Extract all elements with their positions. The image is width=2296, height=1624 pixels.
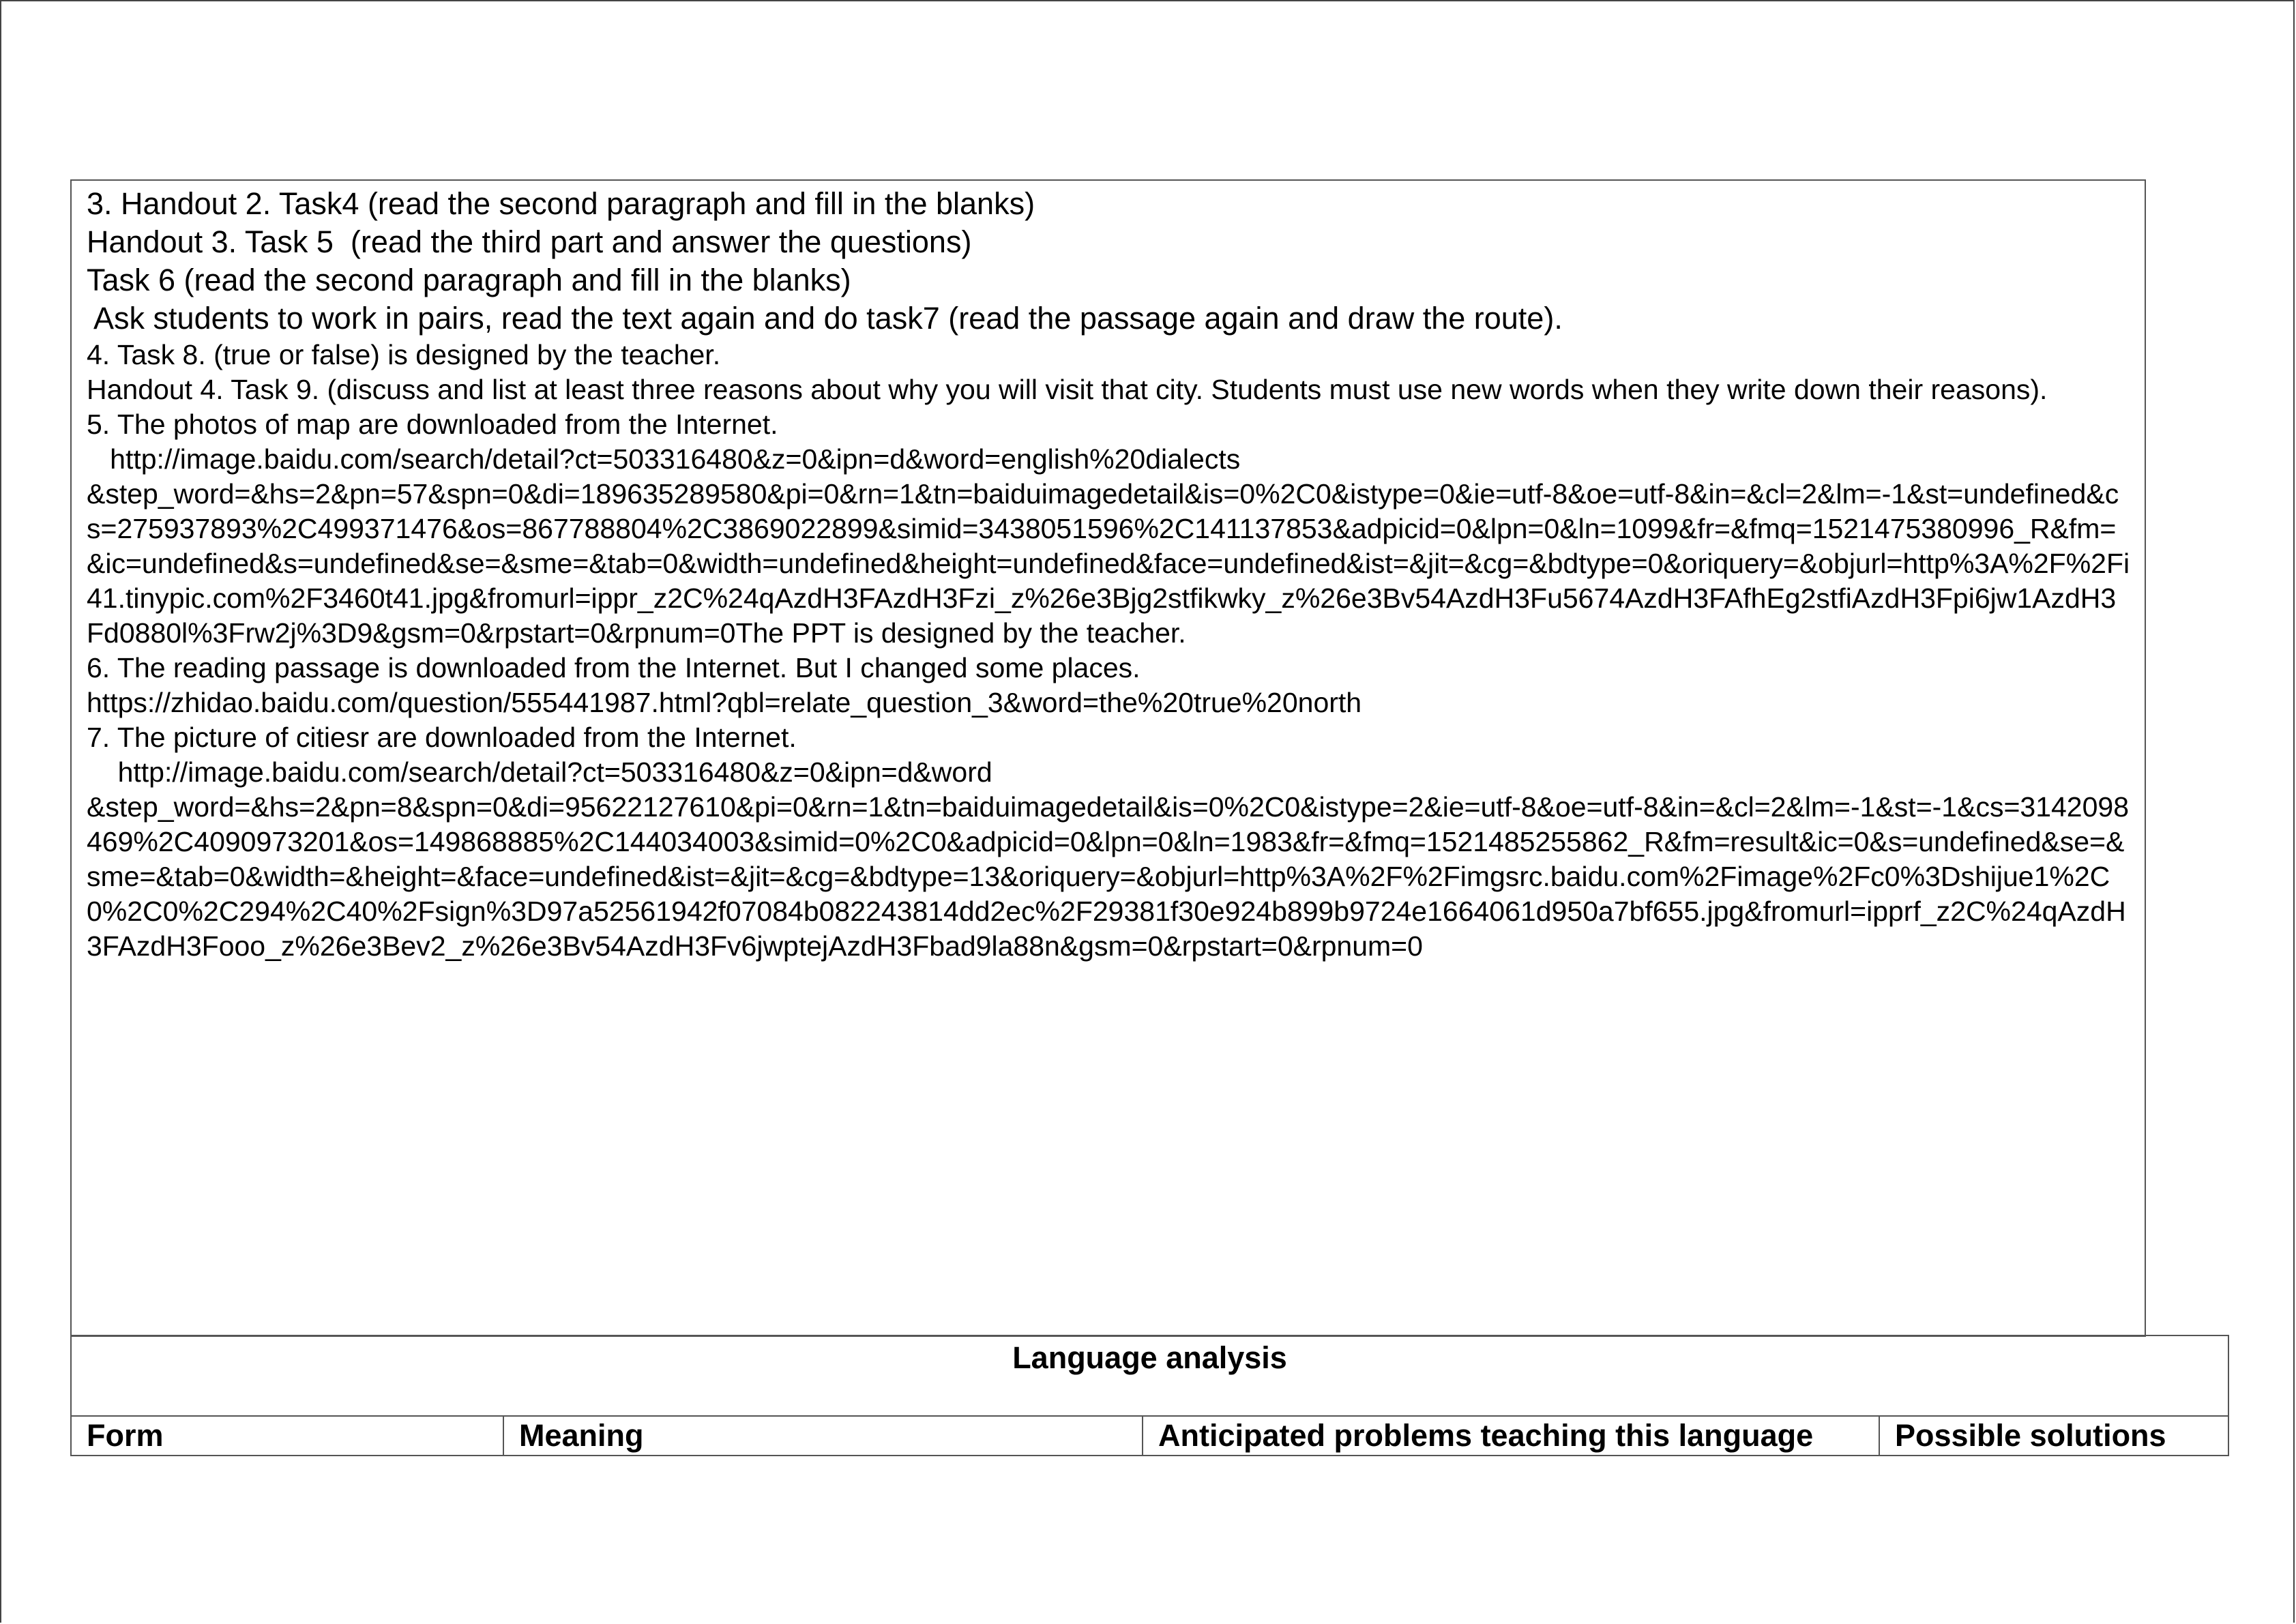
procedure-line-photo-url-rest: &step_word=&hs=2&pn=57&spn=0&di=189635289580&pi=0&rn=1&tn=baiduimagedetail&is=0%2C0&istype=0&ie=utf-8&oe=utf-8&in=&cl=2&lm=-1&st=undefined&cs=275937893%2C499371476&os=867788804%2C3869022899&simid=3438051596%2C141137853&adpicid=0&lpn=0&ln=1099&fr=&fmq=1521475380996_R&fm=&ic=undefined&s=undefined&se=&sme=&tab=0&width=undefined&height=undefined&face=undefined&ist=&jit=&cg=&bdtype=0&oriquery=&objurl=http%3A%2F%2Fi41.tinypic.com%2F3460t41.jpg&fromurl=ippr_z2C%24qAzdH3FAzdH3Fzi_z%26e3Bjg2stfikwky_z%26e3Bv54AzdH3Fu5674AzdH3FAfhEg2stfiAzdH3Fpi6jw1AzdH3Fd0880l%3Frw2j%3D9&gsm=0&rpstart=0&rpnum=0The PPT is designed by the teacher.: [87, 478, 2130, 649]
column-header-form: Form: [71, 1416, 503, 1456]
procedure-line-task9: Handout 4. Task 9. (discuss and list at least three reasons about why you will visit that city. Students must use new words when they write down their reasons).: [87, 374, 2048, 405]
procedure-line-task6: Task 6 (read the second paragraph and fill in the blanks): [87, 263, 851, 297]
column-header-meaning: Meaning: [503, 1416, 1143, 1456]
procedure-line-passage-url: https://zhidao.baidu.com/question/555441987.html?qbl=relate_question_3&word=the%20true%20north: [87, 687, 1362, 718]
procedure-line-task7: Ask students to work in pairs, read the text again and do task7 (read the passage again and draw the route).: [87, 301, 1563, 336]
language-analysis-title: Language analysis: [71, 1335, 2228, 1416]
procedure-line-photo-url-start: http://image.baidu.com/search/detail?ct=503316480&z=0&ipn=d&word=english%20dialects: [87, 443, 1241, 475]
procedure-line-cities-url-rest: &step_word=&hs=2&pn=8&spn=0&di=95622127610&pi=0&rn=1&tn=baiduimagedetail&is=0%2C0&istype=2&ie=utf-8&oe=utf-8&in=&cl=2&lm=-1&st=-1&cs=3142098469%2C4090973201&os=149868885%2C144034003&simid=0%2C0&adpicid=0&lpn=0&ln=1983&fr=&fmq=1521485255862_R&fm=result&ic=0&s=undefined&se=&sme=&tab=0&width=&height=&face=undefined&ist=&jit=&cg=&bdtype=13&oriquery=&objurl=http%3A%2F%2Fimgsrc.baidu.com%2Fimage%2Fc0%3Dshijue1%2C0%2C0%2C294%2C40%2Fsign%3D97a52561942f07084b082243814dd2ec%2F29381f30e924b899b9724e1664061d950a7bf655.jpg&fromurl=ipprf_z2C%24qAzdH3FAzdH3Fooo_z%26e3Bev2_z%26e3Bv54AzdH3Fv6jwptejAzdH3Fbad9la88n&gsm=0&rpstart=0&rpnum=0: [87, 791, 2130, 962]
procedure-line-task8: 4. Task 8. (true or false) is designed by the teacher.: [87, 339, 721, 370]
procedure-line-cities-url-start: http://image.baidu.com/search/detail?ct=503316480&z=0&ipn=d&word: [87, 756, 992, 788]
procedure-line-passage: 6. The reading passage is downloaded from the Internet. But I changed some places.: [87, 652, 1140, 683]
column-header-anticipated-problems: Anticipated problems teaching this language: [1143, 1416, 1879, 1456]
column-header-possible-solutions: Possible solutions: [1879, 1416, 2228, 1456]
procedure-line-photos: 5. The photos of map are downloaded from the Internet.: [87, 409, 778, 440]
procedure-line-task5: Handout 3. Task 5 (read the third part and answer the questions): [87, 224, 972, 259]
procedure-line-cities: 7. The picture of citiesr are downloaded from the Internet.: [87, 722, 797, 753]
language-analysis-table: [70, 1335, 2229, 1456]
procedure-line-task4: 3. Handout 2. Task4 (read the second paragraph and fill in the blanks): [87, 186, 1035, 221]
procedure-cell: [70, 179, 2146, 1337]
